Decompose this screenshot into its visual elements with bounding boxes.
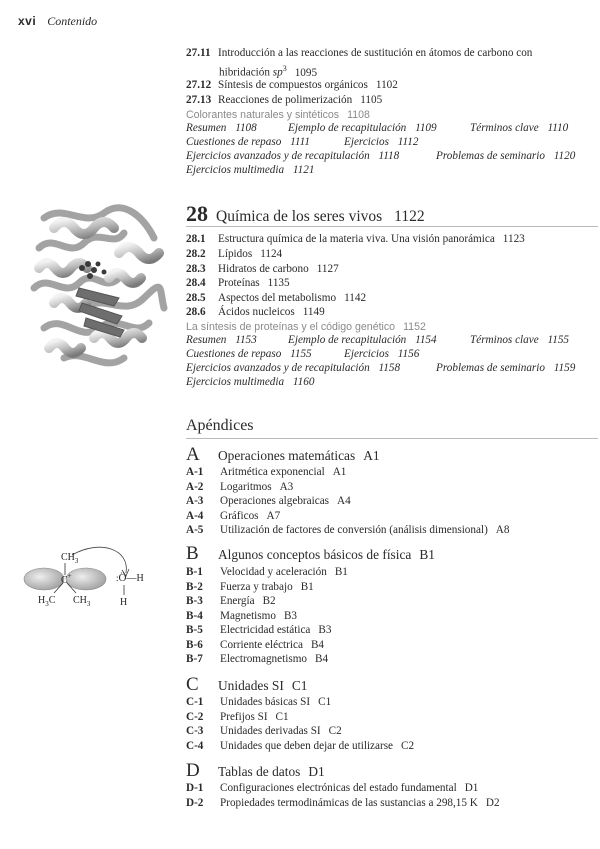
methyl-right-label: $CH_3$ — [73, 595, 91, 608]
feature-entry[interactable]: La síntesis de proteínas y el código genético 1152 — [186, 321, 426, 333]
end-matter-item[interactable]: Ejercicios multimedia 1160 — [186, 376, 315, 388]
carbocation-label: C+ — [61, 572, 72, 586]
toc-entry[interactable]: 27.12 Síntesis de compuestos orgánicos 1102 — [186, 79, 398, 91]
toc-entry[interactable] — [186, 46, 532, 60]
carbocation-diagram — [20, 545, 170, 615]
end-matter-item[interactable]: Ejercicios 1156 — [344, 348, 420, 360]
page-ref: 1102 — [375, 79, 398, 91]
end-matter-item[interactable]: Cuestiones de repaso 1155 — [186, 348, 312, 360]
end-matter-item[interactable]: Ejercicios avanzados y de recapitulación 1158 — [186, 362, 401, 374]
appendix-entry[interactable]: B-1 Velocidad y aceleración B1 — [186, 566, 348, 578]
protein-ribbon-image — [24, 198, 170, 378]
appendix-entry[interactable]: B-2 Fuerza y trabajo B1 — [186, 581, 314, 593]
toc-entry[interactable]: 28.5 Aspectos del metabolismo 1142 — [186, 292, 367, 304]
section-title: Introducción a las reacciones de sustitución en átomos de carbono con — [218, 47, 533, 59]
end-matter-item[interactable]: Problemas de seminario 1159 — [436, 362, 576, 374]
methyl-top-label: $CH_3$ — [61, 552, 79, 565]
appendix-heading-c[interactable]: C Unidades SI C1 — [186, 674, 308, 695]
toc-entry[interactable]: 28.3 Hidratos de carbono 1127 — [186, 263, 339, 275]
appendix-entry[interactable]: A-4 Gráficos A7 — [186, 510, 281, 522]
section-number: 27.11 — [186, 47, 211, 59]
page-ref: 1149 — [302, 306, 325, 318]
toc-entry[interactable]: 27.13 Reacciones de polimerización 1105 — [186, 94, 383, 106]
page-ref: 1127 — [316, 263, 339, 275]
page-ref: 1124 — [260, 248, 283, 260]
appendix-entry[interactable]: B-5 Electricidad estática B3 — [186, 624, 332, 636]
page-ref: 1142 — [344, 292, 367, 304]
appendix-entry[interactable]: B-7 Electromagnetismo B4 — [186, 653, 329, 665]
running-title: Contenido — [47, 14, 98, 28]
appendix-entry[interactable]: A-2 Logaritmos A3 — [186, 481, 294, 493]
appendix-entry[interactable]: D-1 Configuraciones electrónicas del estado fundamental D1 — [186, 782, 479, 794]
appendix-heading-a[interactable]: A Operaciones matemáticas A1 — [186, 444, 380, 465]
appendix-entry[interactable]: B-4 Magnetismo B3 — [186, 610, 297, 622]
running-header — [18, 14, 97, 29]
chapter-title: Química de los seres vivos — [216, 208, 383, 225]
chapter-page: 1122 — [394, 208, 425, 225]
end-matter-item[interactable]: Términos clave 1155 — [470, 334, 570, 346]
chapter-rule — [186, 226, 598, 227]
end-matter-item[interactable]: Ejercicios avanzados y de recapitulación 1118 — [186, 150, 400, 162]
appendix-entry[interactable]: C-4 Unidades que deben dejar de utilizarse C2 — [186, 740, 415, 752]
page-ref: 1135 — [267, 277, 290, 289]
end-matter-item[interactable]: Resumen 1153 — [186, 334, 257, 346]
end-matter-item[interactable]: Ejercicios multimedia 1121 — [186, 164, 315, 176]
page-number: xvi — [18, 14, 37, 28]
end-matter-item[interactable]: Ejemplo de recapitulación 1109 — [288, 122, 437, 134]
water-oxygen-label: :Ö—H — [116, 572, 144, 584]
toc-entry[interactable]: 28.6 Ácidos nucleicos 1149 — [186, 306, 325, 318]
toc-entry[interactable]: 28.4 Proteínas 1135 — [186, 277, 290, 289]
appendix-entry[interactable]: B-6 Corriente eléctrica B4 — [186, 639, 324, 651]
end-matter-item[interactable]: Resumen 1108 — [186, 122, 257, 134]
page-ref: 1123 — [502, 233, 525, 245]
appendix-entry[interactable]: A-1 Aritmética exponencial A1 — [186, 466, 347, 478]
end-matter-item[interactable]: Problemas de seminario 1120 — [436, 150, 576, 162]
appendix-entry[interactable]: C-1 Unidades básicas SI C1 — [186, 696, 332, 708]
toc-entry[interactable]: 28.1 Estructura química de la materia viva. Una visión panorámica 1123 — [186, 233, 525, 245]
chapter-number: 28 — [186, 201, 208, 226]
appendix-entry[interactable]: C-2 Prefijos SI C1 — [186, 711, 289, 723]
p-orbital-lobe-right — [66, 568, 106, 590]
appendix-entry[interactable]: A-5 Utilización de factores de conversión (análisis dimensional) A8 — [186, 524, 510, 536]
appendices-title: Apéndices — [186, 417, 254, 434]
toc-entry[interactable]: 28.2 Lípidos 1124 — [186, 248, 283, 260]
end-matter-item[interactable]: Ejercicios 1112 — [344, 136, 419, 148]
page-ref: 1095 — [294, 66, 318, 79]
end-matter-item[interactable]: Términos clave 1110 — [470, 122, 569, 134]
feature-entry[interactable]: Colorantes naturales y sintéticos 1108 — [186, 109, 370, 121]
appendices-rule — [186, 438, 598, 439]
appendix-heading-b[interactable]: B Algunos conceptos básicos de física B1 — [186, 543, 436, 564]
page-ref: 1105 — [360, 94, 383, 106]
end-matter-item[interactable]: Cuestiones de repaso 1111 — [186, 136, 310, 148]
appendix-heading-d[interactable]: D Tablas de datos D1 — [186, 760, 325, 781]
appendix-entry[interactable]: A-3 Operaciones algebraicas A4 — [186, 495, 351, 507]
appendix-entry[interactable]: D-2 Propiedades termodinámicas de las sustancias a 298,15 K D2 — [186, 797, 500, 809]
appendix-entry[interactable]: B-3 Energía B2 — [186, 595, 276, 607]
chapter-heading[interactable] — [186, 201, 425, 227]
end-matter-item[interactable]: Ejemplo de recapitulación 1154 — [288, 334, 437, 346]
toc-entry-continued: hibridación $sp^3$ 1095 — [219, 64, 318, 79]
p-orbital-lobe-left — [24, 568, 64, 590]
appendix-entry[interactable]: C-3 Unidades derivadas SI C2 — [186, 725, 342, 737]
water-hydrogen-label: H — [120, 597, 128, 608]
methyl-left-label: $H_3C$ — [38, 595, 56, 608]
